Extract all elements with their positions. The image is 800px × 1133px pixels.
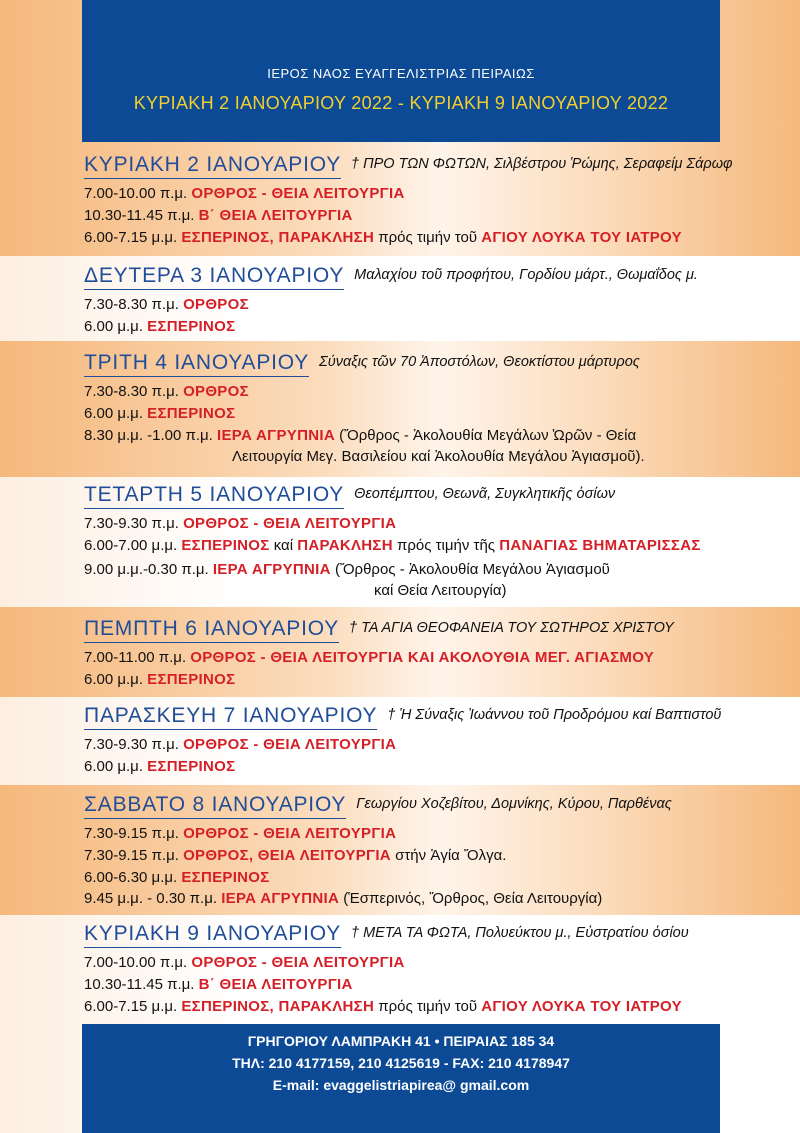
service-time: 9.45 μ.μ. - 0.30 π.μ.	[84, 890, 218, 908]
service-line	[84, 425, 800, 447]
day-block-sunday-9	[84, 922, 800, 1017]
service-name: ΙΕΡΑ ΑΓΡΥΠΝΙΑ	[217, 426, 335, 444]
service-line	[84, 316, 800, 338]
service-note: (Ὄρθρος - Ἀκολουθία Μεγάλων Ὡρῶν - Θεία	[339, 426, 637, 444]
service-note: καί	[273, 536, 294, 554]
service-note-continued: Λειτουργία Μεγ. Βασιλείου καί Ἀκολουθία Μεγάλου Ἁγιασμοῦ).	[232, 448, 645, 466]
service-time: 10.30-11.45 π.μ.	[84, 975, 195, 993]
church-name: ΙΕΡΟΣ ΝΑΟΣ ΕΥΑΓΓΕΛΙΣΤΡΙΑΣ ΠΕΙΡΑΙΩΣ	[267, 66, 535, 81]
service-time: 7.00-10.00 π.μ.	[84, 185, 188, 202]
service-line	[84, 952, 800, 974]
footer-address: ΓΡΗΓΟΡΙΟΥ ΛΑΜΠΡΑΚΗ 41 • ΠΕΙΡΑΙΑΣ 185 34	[247, 1033, 555, 1049]
service-time: 8.30 μ.μ. -1.00 π.μ.	[84, 426, 213, 444]
day-block-friday-7	[84, 704, 800, 778]
service-time: 6.00 μ.μ.	[84, 404, 143, 422]
day-block-tuesday-4	[84, 351, 800, 468]
service-line	[84, 227, 800, 249]
service-time: 9.00 μ.μ.-0.30 π.μ.	[84, 560, 209, 578]
service-time: 7.30-9.15 π.μ.	[84, 825, 179, 842]
service-line	[84, 734, 800, 756]
day-title: ΣΑΒΒΑΤΟ 8 ΙΑΝΟΥΑΡΙΟΥ	[84, 793, 346, 819]
service-line	[84, 996, 800, 1018]
service-note: πρός τιμήν τοῦ	[378, 997, 478, 1015]
service-name: ΑΓΙΟΥ ΛΟΥΚΑ ΤΟΥ ΙΑΤΡΟΥ	[481, 228, 682, 246]
service-note-continued: καί Θεία Λειτουργία)	[374, 582, 507, 600]
footer-email[interactable]: E-mail: evaggelistriapirea@ gmail.com	[272, 1077, 530, 1093]
header-banner	[82, 0, 720, 142]
service-name: ΕΣΠΕΡΙΝΟΣ	[147, 404, 236, 422]
service-line	[84, 669, 800, 691]
service-name: ΟΡΘΡΟΣ - ΘΕΙΑ ΛΕΙΤΟΥΡΓΙΑ	[191, 954, 405, 971]
service-time: 6.00-7.00 μ.μ.	[84, 536, 178, 554]
service-time: 7.30-8.30 π.μ.	[84, 296, 179, 313]
service-note: πρός τιμήν τῆς	[397, 536, 496, 554]
service-line	[84, 867, 800, 889]
service-line	[84, 559, 800, 581]
service-note: (Ἑσπερινός, Ὄρθρος, Θεία Λειτουργία)	[343, 890, 603, 908]
day-feast: Γεωργίου Χοζεβίτου, Δομνίκης, Κύρου, Παρθένας	[356, 796, 672, 812]
service-time: 7.30-9.15 π.μ.	[84, 846, 179, 864]
service-line	[84, 183, 800, 205]
day-feast: Θεοπέμπτου, Θεωνᾶ, Συγκλητικῆς ὁσίων	[354, 486, 616, 502]
day-block-monday-3	[84, 264, 800, 338]
footer-phones: ΤΗΛ: 210 4177159, 210 4125619 - FAX: 210 4178947	[232, 1055, 570, 1071]
service-line	[84, 294, 800, 316]
day-feast: Σύναξις τῶν 70 Ἀποστόλων, Θεοκτίστου μάρτυρος	[319, 354, 640, 370]
service-line	[84, 403, 800, 425]
service-note: στήν Ἁγία Ὄλγα.	[395, 846, 507, 864]
service-name: ΟΡΘΡΟΣ - ΘΕΙΑ ΛΕΙΤΟΥΡΓΙΑ	[191, 185, 405, 202]
service-name: ΕΣΠΕΡΙΝΟΣ	[181, 868, 270, 886]
service-time: 6.00-7.15 μ.μ.	[84, 997, 178, 1015]
service-name: ΕΣΠΕΡΙΝΟΣ	[147, 317, 236, 335]
service-name: ΟΡΘΡΟΣ - ΘΕΙΑ ΛΕΙΤΟΥΡΓΙΑ	[183, 736, 397, 753]
service-name: ΟΡΘΡΟΣ	[183, 296, 249, 313]
date-range: ΚΥΡΙΑΚΗ 2 ΙΑΝΟΥΑΡΙΟΥ 2022 - ΚΥΡΙΑΚΗ 9 ΙΑΝΟΥΑΡΙΟΥ 2022	[133, 93, 669, 113]
service-line	[84, 823, 800, 845]
day-block-thursday-6	[84, 617, 800, 691]
service-time: 7.30-9.30 π.μ.	[84, 736, 179, 753]
day-block-saturday-8	[84, 793, 800, 910]
service-name: ΑΓΙΟΥ ΛΟΥΚΑ ΤΟΥ ΙΑΤΡΟΥ	[481, 997, 682, 1015]
service-line	[84, 205, 800, 227]
service-name: ΟΡΘΡΟΣ - ΘΕΙΑ ΛΕΙΤΟΥΡΓΙΑ ΚΑΙ ΑΚΟΛΟΥΘΙΑ ΜΕΓ. ΑΓΙΑΣΜΟΥ	[190, 649, 655, 666]
day-title: ΤΕΤΑΡΤΗ 5 ΙΑΝΟΥΑΡΙΟΥ	[84, 483, 344, 509]
service-name: ΟΡΘΡΟΣ	[183, 383, 249, 400]
service-name: ΕΣΠΕΡΙΝΟΣ, ΠΑΡΑΚΛΗΣΗ	[181, 228, 375, 246]
day-feast: † ΤΑ ΑΓΙΑ ΘΕΟΦΑΝΕΙΑ ΤΟΥ ΣΩΤΗΡΟΣ ΧΡΙΣΤΟΥ	[349, 620, 674, 636]
service-time: 6.00 μ.μ.	[84, 757, 143, 775]
service-name: ΙΕΡΑ ΑΓΡΥΠΝΙΑ	[221, 890, 340, 908]
service-line	[84, 756, 800, 778]
service-time: 6.00-6.30 μ.μ.	[84, 868, 178, 886]
service-name: ΙΕΡΑ ΑΓΡΥΠΝΙΑ	[212, 560, 331, 578]
service-name: ΟΡΘΡΟΣ, ΘΕΙΑ ΛΕΙΤΟΥΡΓΙΑ	[183, 846, 391, 864]
service-time: 10.30-11.45 π.μ.	[84, 206, 195, 224]
day-title: ΚΥΡΙΑΚΗ 9 ΙΑΝΟΥΑΡΙΟΥ	[84, 922, 341, 948]
day-feast: † ΜΕΤΑ ΤΑ ΦΩΤΑ, Πολυεύκτου μ., Εὐστρατίου ὁσίου	[351, 925, 689, 941]
service-name: ΕΣΠΕΡΙΝΟΣ	[147, 757, 236, 775]
service-note: (Ὄρθρος - Ἀκολουθία Μεγάλου Ἁγιασμοῦ	[334, 560, 610, 578]
service-name: ΕΣΠΕΡΙΝΟΣ	[181, 536, 270, 554]
day-title: ΠΕΜΠΤΗ 6 ΙΑΝΟΥΑΡΙΟΥ	[84, 617, 339, 643]
footer-contact	[82, 1024, 720, 1133]
day-title: ΚΥΡΙΑΚΗ 2 ΙΑΝΟΥΑΡΙΟΥ	[84, 153, 341, 179]
service-name: ΕΣΠΕΡΙΝΟΣ	[147, 670, 236, 688]
service-time: 7.00-11.00 π.μ.	[84, 649, 187, 666]
service-time: 7.00-10.00 π.μ.	[84, 954, 188, 971]
day-feast: Μαλαχίου τοῦ προφήτου, Γορδίου μάρτ., Θωμαΐδος μ.	[354, 267, 698, 283]
service-name: ΟΡΘΡΟΣ - ΘΕΙΑ ΛΕΙΤΟΥΡΓΙΑ	[183, 825, 397, 842]
service-line	[84, 888, 800, 910]
service-name: ΠΑΡΑΚΛΗΣΗ	[297, 536, 393, 554]
service-name: ΠΑΝΑΓΙΑΣ ΒΗΜΑΤΑΡΙΣΣΑΣ	[499, 536, 701, 554]
service-line	[84, 513, 800, 535]
service-time: 6.00 μ.μ.	[84, 670, 143, 688]
service-name: ΟΡΘΡΟΣ - ΘΕΙΑ ΛΕΙΤΟΥΡΓΙΑ	[183, 515, 397, 532]
service-name: Β΄ ΘΕΙΑ ΛΕΙΤΟΥΡΓΙΑ	[198, 206, 353, 224]
day-title: ΤΡΙΤΗ 4 ΙΑΝΟΥΑΡΙΟΥ	[84, 351, 309, 377]
service-line	[84, 381, 800, 403]
service-name: Β΄ ΘΕΙΑ ΛΕΙΤΟΥΡΓΙΑ	[198, 975, 353, 993]
day-feast: † Ἡ Σύναξις Ἰωάννου τοῦ Προδρόμου καί Βαπτιστοῦ	[387, 707, 722, 723]
service-time: 6.00-7.15 μ.μ.	[84, 228, 178, 246]
service-time: 6.00 μ.μ.	[84, 317, 143, 335]
service-note: πρός τιμήν τοῦ	[378, 228, 478, 246]
service-line	[84, 974, 800, 996]
day-block-sunday-2	[84, 153, 800, 248]
service-time: 7.30-9.30 π.μ.	[84, 515, 179, 532]
service-line	[84, 535, 800, 557]
day-title: ΔΕΥΤΕΡΑ 3 ΙΑΝΟΥΑΡΙΟΥ	[84, 264, 344, 290]
service-name: ΕΣΠΕΡΙΝΟΣ, ΠΑΡΑΚΛΗΣΗ	[181, 997, 375, 1015]
day-feast: † ΠΡΟ ΤΩΝ ΦΩΤΩΝ, Σιλβέστρου Ῥώμης, Σεραφείμ Σάρωφ	[351, 156, 733, 172]
day-title: ΠΑΡΑΣΚΕΥΗ 7 ΙΑΝΟΥΑΡΙΟΥ	[84, 704, 377, 730]
service-line	[84, 845, 800, 867]
day-block-wednesday-5	[84, 483, 800, 602]
service-line	[84, 647, 800, 669]
service-time: 7.30-8.30 π.μ.	[84, 383, 179, 400]
